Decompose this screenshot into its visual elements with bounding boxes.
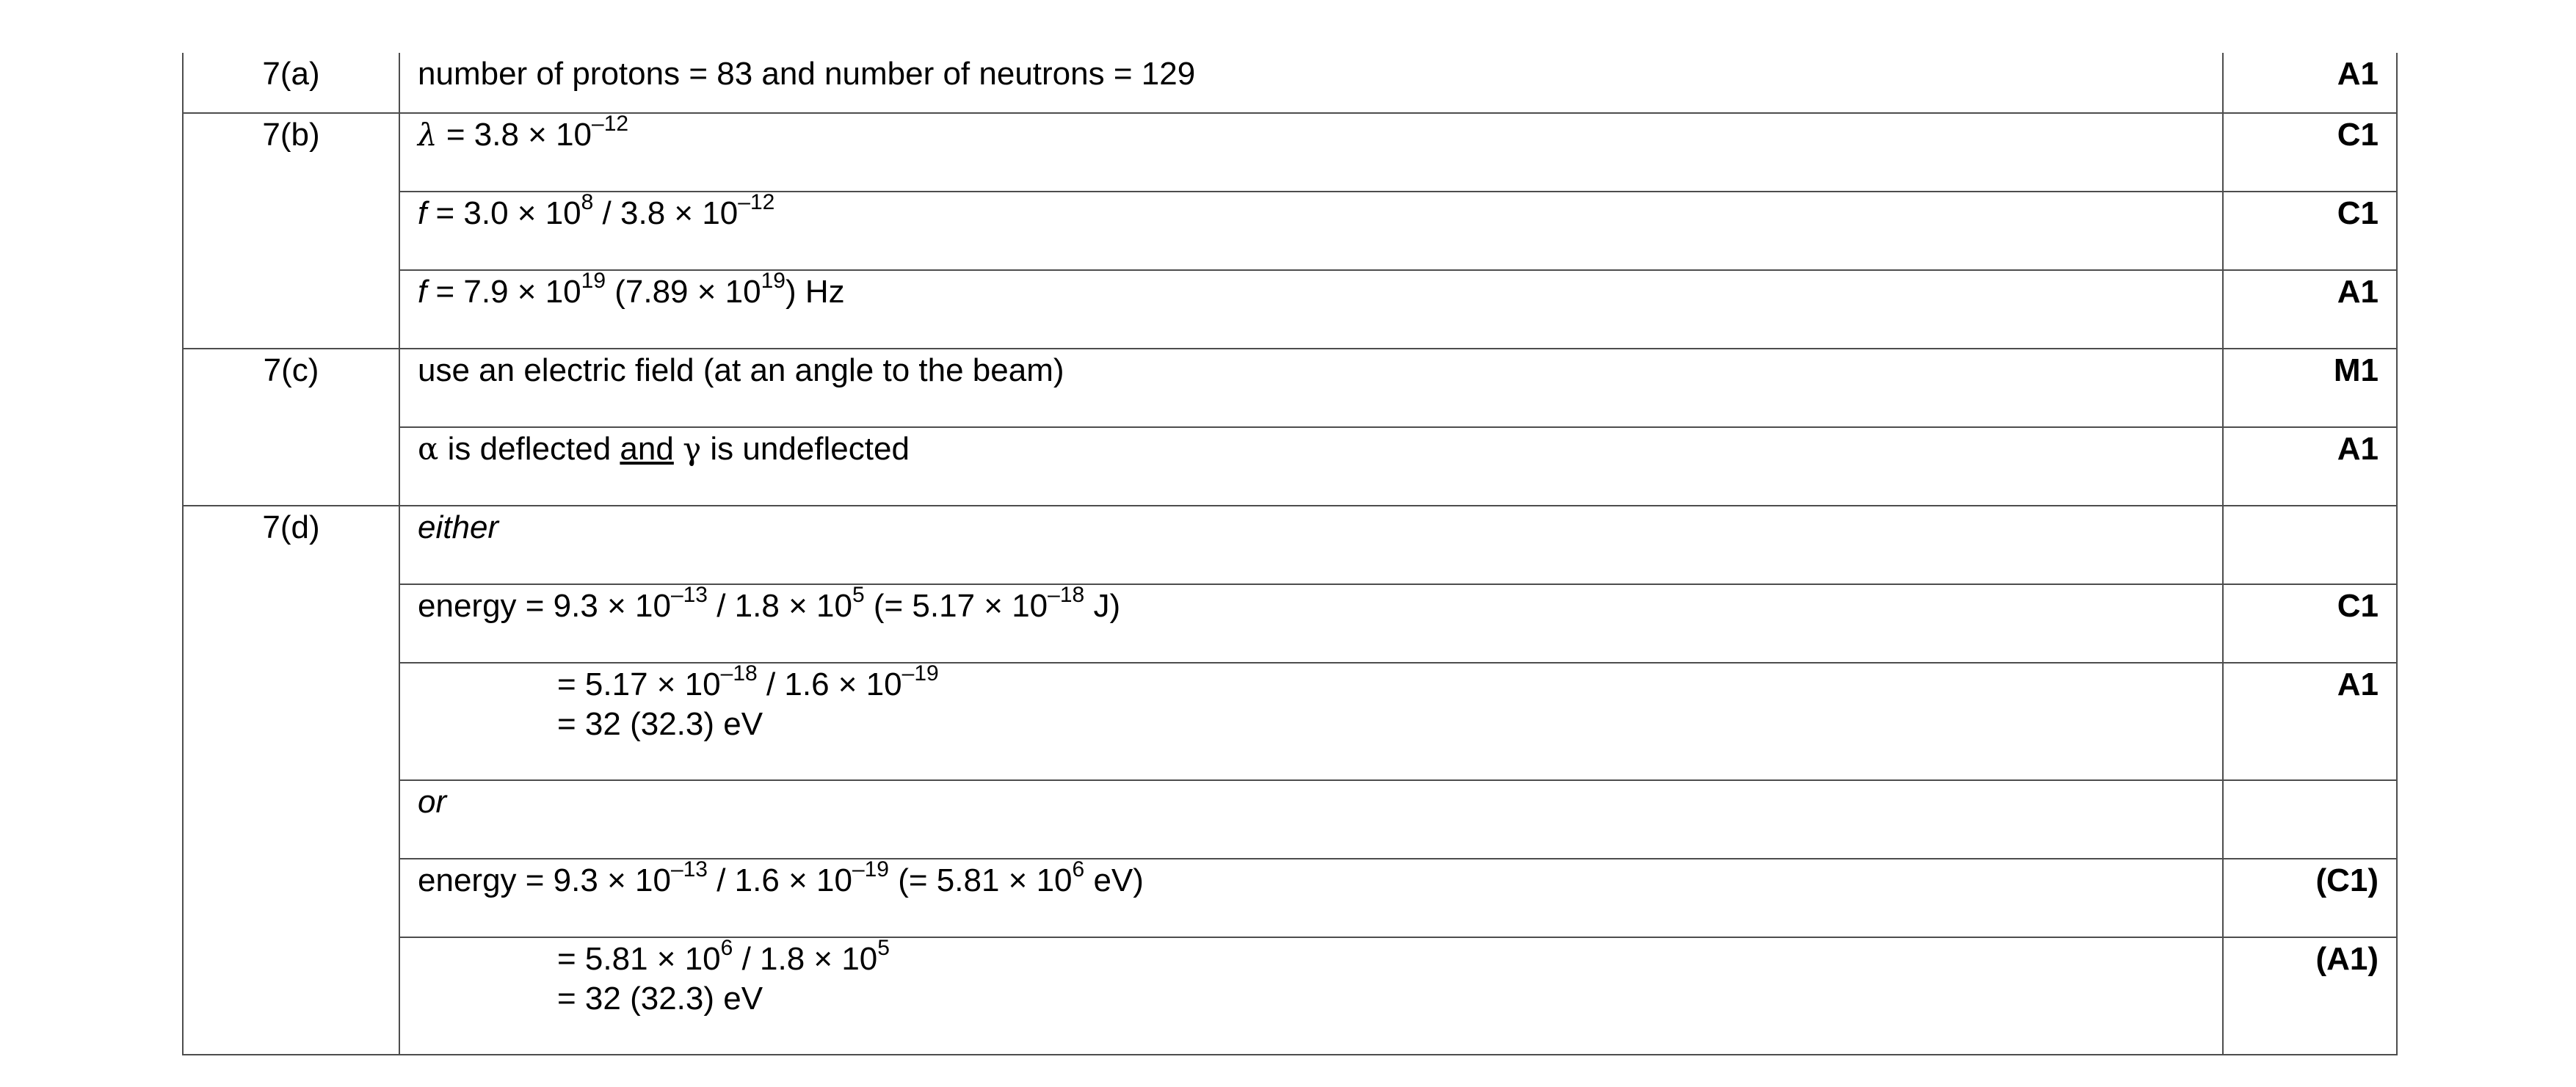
answer-text: = 3.0 × 10 [427, 195, 581, 231]
mark-cell [2223, 506, 2397, 584]
alternative-label: or [418, 784, 447, 820]
answer-text: (= 5.17 × 10 [864, 588, 1048, 624]
exponent: –19 [852, 857, 889, 882]
table-row [183, 270, 2397, 349]
answer-cell [399, 584, 2223, 663]
answer-line [418, 661, 2222, 705]
frequency-symbol: f [418, 195, 427, 231]
table-row [183, 663, 2397, 780]
answer-text: / 1.6 × 10 [708, 862, 852, 898]
answer-cell [399, 859, 2223, 937]
alpha-symbol: α [418, 431, 439, 467]
table-row [183, 349, 2397, 427]
mark-cell: M1 [2223, 349, 2397, 427]
answer-text: = 5.81 × 10 [557, 941, 721, 977]
table-row [183, 427, 2397, 506]
exponent: –12 [738, 190, 775, 215]
mark-cell: (A1) [2223, 937, 2397, 1055]
answer-text: (= 5.81 × 10 [889, 862, 1073, 898]
exponent: –13 [670, 857, 708, 882]
exponent: –12 [592, 112, 629, 137]
exponent: 8 [581, 190, 594, 215]
table-row [183, 584, 2397, 663]
mark-cell: C1 [2223, 113, 2397, 192]
answer-text: energy = 9.3 × 10 [418, 862, 671, 898]
mark-cell: C1 [2223, 192, 2397, 270]
exponent: 19 [581, 269, 606, 294]
mark-cell: A1 [2223, 53, 2397, 113]
mark-cell [2223, 780, 2397, 859]
answer-cell [399, 113, 2223, 192]
question-number: 7(d) [183, 506, 399, 1055]
answer-cell [399, 349, 2223, 427]
answer-text: / 1.6 × 10 [757, 666, 902, 702]
table-row [183, 506, 2397, 584]
answer-text: use an electric field (at an angle to the beam) [418, 352, 1064, 388]
answer-text: = 32 (32.3) eV [557, 981, 763, 1017]
answer-text: (7.89 × 10 [606, 274, 761, 310]
mark-scheme-table [182, 53, 2398, 1055]
mark-cell: A1 [2223, 663, 2397, 780]
table-row [183, 780, 2397, 859]
table-row [183, 937, 2397, 1055]
frequency-symbol: f [418, 274, 427, 310]
answer-cell [399, 506, 2223, 584]
underlined-and: and [620, 431, 674, 467]
answer-text: / 1.8 × 10 [733, 941, 878, 977]
lambda-symbol: λ [418, 117, 438, 153]
table-row [183, 859, 2397, 937]
answer-cell [399, 53, 2223, 113]
answer-text: J) [1084, 588, 1121, 624]
answer-cell [399, 270, 2223, 349]
exponent: –18 [1048, 583, 1085, 608]
table-row [183, 53, 2397, 113]
exponent: –19 [901, 661, 939, 686]
answer-cell [399, 937, 2223, 1055]
alternative-label: either [418, 509, 499, 545]
answer-text: number of protons = 83 and number of neutrons = 129 [418, 56, 1196, 92]
answer-text: = 5.17 × 10 [557, 666, 721, 702]
question-number: 7(b) [183, 113, 399, 349]
answer-text: = 3.8 × 10 [437, 117, 592, 153]
answer-text: is undeflected [701, 431, 910, 467]
answer-cell [399, 780, 2223, 859]
answer-text: = 7.9 × 10 [427, 274, 581, 310]
exponent: 19 [761, 269, 786, 294]
table-row [183, 192, 2397, 270]
exponent: 5 [877, 936, 890, 961]
answer-text: energy = 9.3 × 10 [418, 588, 671, 624]
exponent: 6 [1072, 857, 1085, 882]
table-row [183, 113, 2397, 192]
exponent: 5 [852, 583, 865, 608]
answer-text: / 1.8 × 10 [708, 588, 852, 624]
answer-cell [399, 192, 2223, 270]
answer-text: / 3.8 × 10 [593, 195, 739, 231]
question-number: 7(c) [183, 349, 399, 506]
exponent: 6 [720, 936, 733, 961]
answer-line [418, 705, 2222, 744]
answer-line [418, 979, 2222, 1019]
answer-text: ) Hz [786, 274, 845, 310]
answer-cell [399, 663, 2223, 780]
answer-text: = 32 (32.3) eV [557, 706, 763, 742]
answer-text: eV) [1084, 862, 1144, 898]
mark-cell: C1 [2223, 584, 2397, 663]
mark-cell: (C1) [2223, 859, 2397, 937]
answer-cell [399, 427, 2223, 506]
mark-cell: A1 [2223, 427, 2397, 506]
gamma-symbol: γ [683, 431, 702, 467]
answer-line [418, 936, 2222, 979]
mark-cell: A1 [2223, 270, 2397, 349]
question-number: 7(a) [183, 53, 399, 113]
answer-text: is deflected [438, 431, 620, 467]
exponent: –13 [670, 583, 708, 608]
exponent: –18 [720, 661, 758, 686]
